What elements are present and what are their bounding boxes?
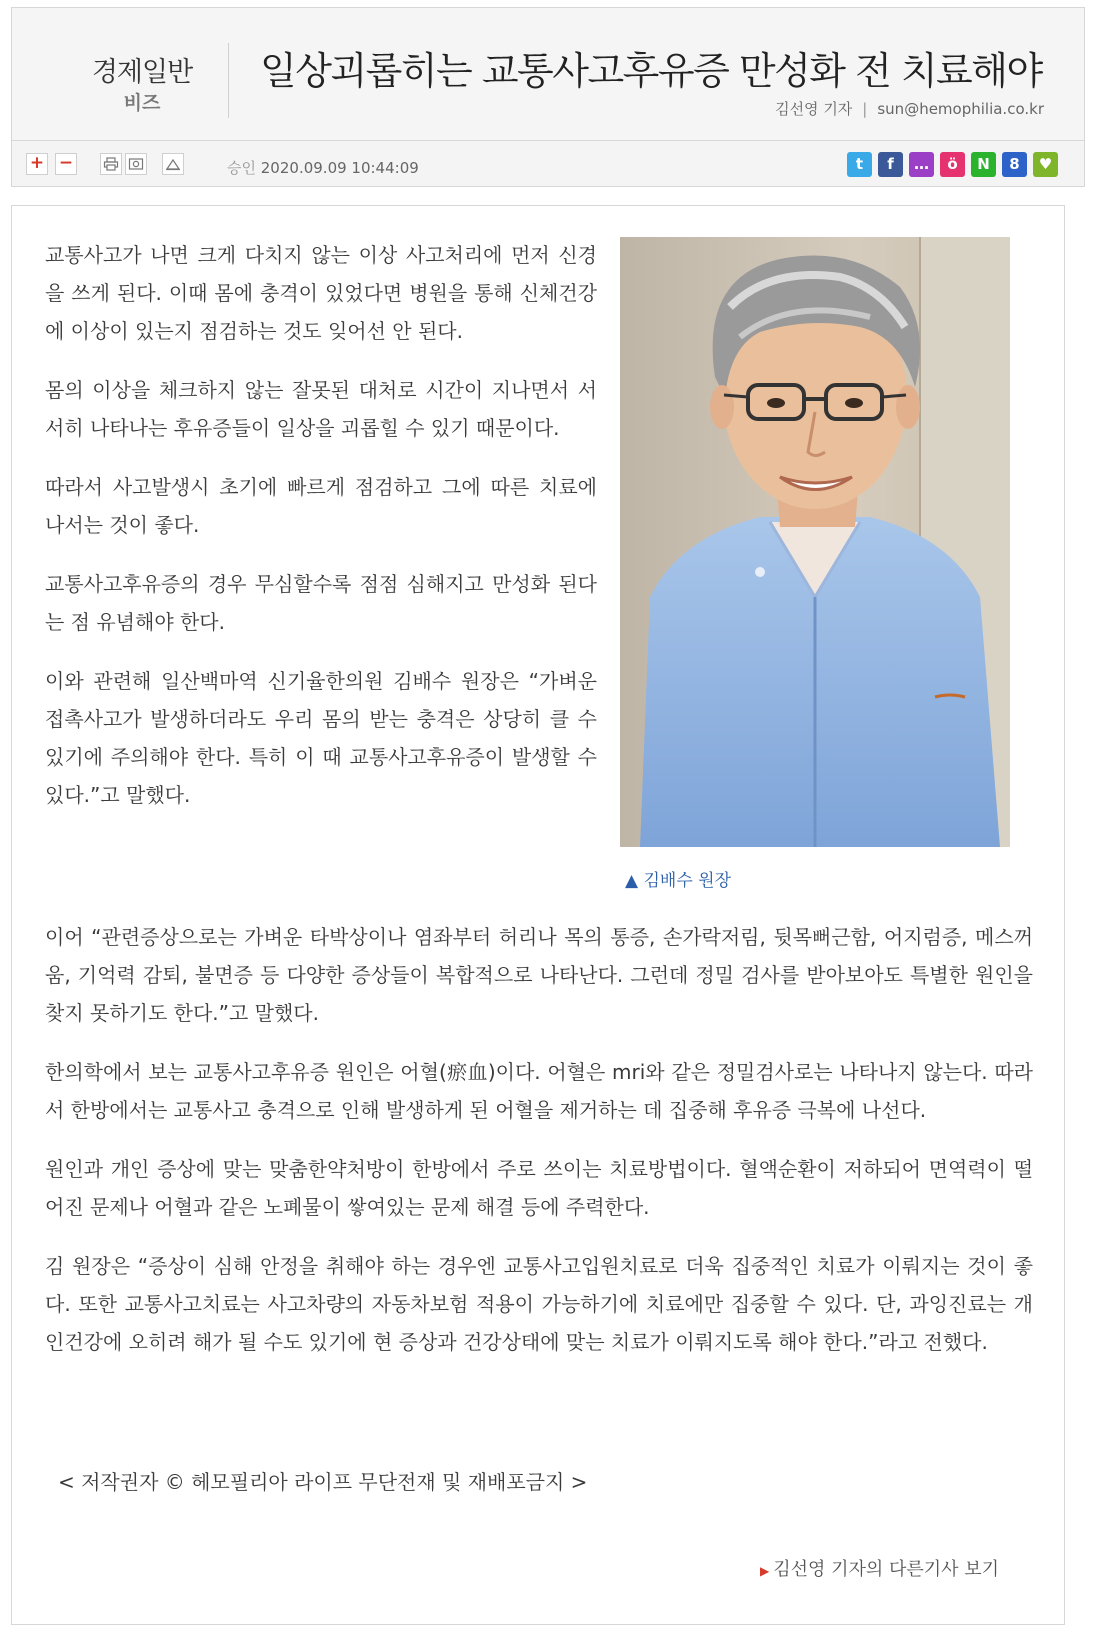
article-paragraph: 이와 관련해 일산백마역 신기율한의원 김배수 원장은 “가벼운 접촉사고가 발생하더라도 우리 몸의 받는 충격은 상당히 클 수 있기에 주의해야 한다. 특히 이 때 교통사고후유증이 발생할 수 있다.”고 말했다.: [45, 669, 597, 807]
more-link-label[interactable]: 김선영 기자의 다른기사 보기: [773, 1559, 1000, 1580]
facebook-share-icon[interactable]: f: [878, 152, 903, 177]
section-category[interactable]: 경제일반: [91, 57, 193, 88]
arrow-right-icon: ▶: [760, 1564, 770, 1578]
section-subcategory[interactable]: 비즈: [123, 92, 161, 114]
scrap-icon[interactable]: [125, 153, 147, 175]
approval-timestamp: [227, 157, 419, 178]
article-paragraph: 몸의 이상을 체크하지 않는 잘못된 대처로 시간이 지나면서 서서히 나타나는 후유증들이 일상을 괴롭힐 수 있기 때문이다.: [45, 378, 597, 440]
scrap-icon-glyph: [128, 157, 144, 171]
email-share-icon-glyph: [165, 157, 181, 171]
article-paragraph: 교통사고후유증의 경우 무심할수록 점점 심해지고 만성화 된다는 점 유념해야 한다.: [45, 572, 597, 634]
article-paragraph: 따라서 사고발생시 초기에 빠르게 점검하고 그에 따른 치료에 나서는 것이 좋다.: [45, 475, 597, 537]
article-photo: [620, 237, 1010, 847]
article-paragraphs-left: [45, 236, 597, 835]
article-paragraph: 교통사고가 나면 크게 다치지 않는 이상 사고처리에 먼저 신경을 쓰게 된다. 이때 몸에 충격이 있었다면 병원을 통해 신체건강에 이상이 있는지 점검하는 것도 잊어선 안 된다.: [45, 243, 597, 343]
doctor-portrait-image: [620, 237, 1010, 847]
yozm-share-icon[interactable]: ♥: [1033, 152, 1058, 177]
social-share-bar: [847, 152, 1062, 176]
article-paragraphs-full: [45, 918, 1033, 1382]
font-decrease-button[interactable]: −: [55, 153, 77, 175]
me2day-share-icon[interactable]: ö: [940, 152, 965, 177]
reporter-other-articles-link[interactable]: [760, 1555, 999, 1581]
article-headline: 일상괴롭히는 교통사고후유증 만성화 전 치료해야: [260, 49, 1042, 93]
font-increase-button[interactable]: +: [26, 153, 48, 175]
reporter-name[interactable]: 김선영 기자: [775, 100, 853, 118]
approval-label: 승인: [227, 159, 256, 177]
print-icon[interactable]: [100, 153, 122, 175]
print-icon-glyph: [103, 157, 119, 171]
byline-separator: |: [862, 100, 868, 118]
twitter-share-icon[interactable]: t: [847, 152, 872, 177]
article-paragraph: 이어 “관련증상으로는 가벼운 타박상이나 염좌부터 허리나 목의 통증, 손가락저림, 뒷목뻐근함, 어지럼증, 메스꺼움, 기억력 감퇴, 불면증 등 다양한 증상들이 복합적으로 나타난다. 그런데 정밀 검사를 받아보아도 특별한 원인을 찾지 못하기도 한다.”고 말했다.: [45, 925, 1033, 1025]
article-header: [11, 7, 1085, 187]
photo-caption: ▲ 김배수 원장: [625, 871, 731, 891]
google-share-icon[interactable]: 8: [1002, 152, 1027, 177]
approval-datetime: 2020.09.09 10:44:09: [260, 159, 419, 177]
email-share-icon[interactable]: [162, 153, 184, 175]
article-paragraph: 김 원장은 “증상이 심해 안정을 취해야 하는 경우엔 교통사고입원치료로 더욱 집중적인 치료가 이뤄지는 것이 좋다. 또한 교통사고치료는 사고차량의 자동차보험 적용이 가능하기에 치료에만 집중할 수 있다. 단, 과잉진료는 개인건강에 오히려 해가 될 수도 있기에 현 증상과 건강상태에 맞는 치료가 이뤄지도록 해야 한다.”라고 전했다.: [45, 1254, 1033, 1354]
naver-share-icon[interactable]: N: [971, 152, 996, 177]
article-toolbar: [12, 141, 1084, 186]
article-paragraph: 원인과 개인 증상에 맞는 맞춤한약처방이 한방에서 주로 쓰이는 치료방법이다. 혈액순환이 저하되어 면역력이 떨어진 문제나 어혈과 같은 노폐물이 쌓여있는 문제 해결 등에 주력한다.: [45, 1157, 1033, 1219]
byline: [775, 98, 1044, 119]
reporter-email[interactable]: sun@hemophilia.co.kr: [877, 100, 1044, 118]
title-divider: [228, 43, 229, 118]
title-area: [12, 8, 1084, 141]
copyright-notice: < 저작권자 © 헤모필리아 라이프 무단전재 및 재배포금지 >: [58, 1470, 588, 1494]
kakaostory-share-icon[interactable]: …: [909, 152, 934, 177]
article-paragraph: 한의학에서 보는 교통사고후유증 원인은 어혈(瘀血)이다. 어혈은 mri와 같은 정밀검사로는 나타나지 않는다. 따라서 한방에서는 교통사고 충격으로 인해 발생하게 된 어혈을 제거하는 데 집중해 후유증 극복에 나선다.: [45, 1060, 1033, 1122]
